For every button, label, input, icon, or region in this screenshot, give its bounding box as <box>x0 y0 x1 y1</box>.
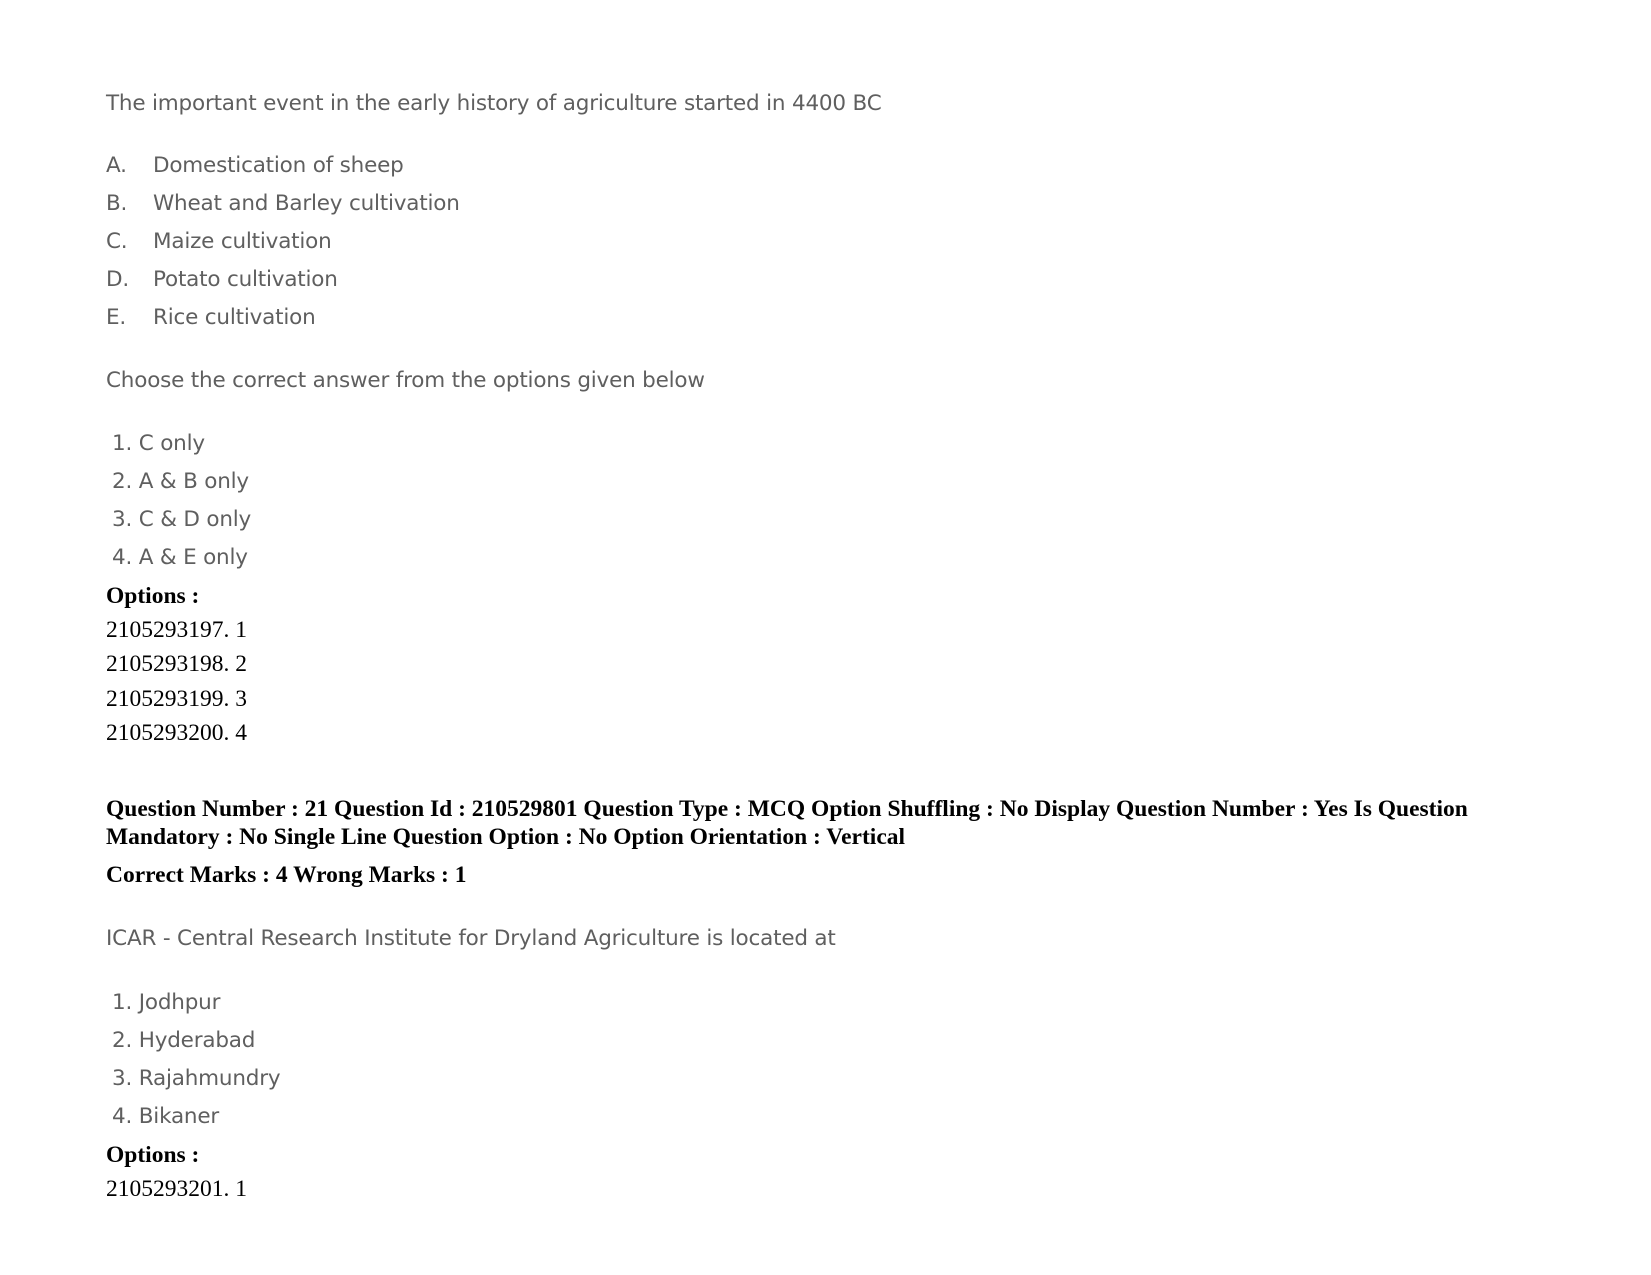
option-id-2: 2105293198. 2 <box>106 651 247 677</box>
statement-letter: D. <box>106 267 129 292</box>
statement-text: Domestication of sheep <box>153 153 404 178</box>
statement-text: Maize cultivation <box>153 229 332 254</box>
options-heading: Options : <box>106 1142 200 1168</box>
question-stem: ICAR - Central Research Institute for Dryland Agriculture is located at <box>106 926 836 951</box>
statement-text: Wheat and Barley cultivation <box>153 191 460 216</box>
answer-choice-2: 2. Hyderabad <box>112 1028 256 1053</box>
answer-choice-3: 3. C & D only <box>112 507 252 532</box>
statement-d <box>106 267 338 292</box>
statement-text: Potato cultivation <box>153 267 338 292</box>
statement-letter: C. <box>106 229 128 254</box>
option-id-3: 2105293199. 3 <box>106 686 247 712</box>
marks-line: Correct Marks : 4 Wrong Marks : 1 <box>106 862 467 888</box>
option-id-1: 2105293201. 1 <box>106 1176 247 1202</box>
statement-letter: B. <box>106 191 128 216</box>
statement-b <box>106 191 460 216</box>
statement-a <box>106 153 404 178</box>
statement-letter: E. <box>106 305 127 330</box>
answer-choice-4: 4. A & E only <box>112 545 248 570</box>
answer-choice-4: 4. Bikaner <box>112 1104 220 1129</box>
question-meta: Question Number : 21 Question Id : 210529801 Question Type : MCQ Option Shuffling : No Display Question Number : Yes Is Question Mandatory : No Single Line Question Option : No Option Orientation : Vertical <box>106 796 1468 850</box>
statement-e <box>106 305 316 330</box>
instruction-text: Choose the correct answer from the options given below <box>106 368 705 393</box>
answer-choice-1: 1. Jodhpur <box>112 990 221 1015</box>
options-heading: Options : <box>106 583 200 609</box>
answer-choice-2: 2. A & B only <box>112 469 249 494</box>
option-id-4: 2105293200. 4 <box>106 720 247 746</box>
question-stem: The important event in the early history of agriculture started in 4400 BC <box>106 91 882 116</box>
statement-letter: A. <box>106 153 127 178</box>
statement-c <box>106 229 332 254</box>
statement-text: Rice cultivation <box>153 305 316 330</box>
answer-choice-3: 3. Rajahmundry <box>112 1066 281 1091</box>
answer-choice-1: 1. C only <box>112 431 205 456</box>
option-id-1: 2105293197. 1 <box>106 617 247 643</box>
